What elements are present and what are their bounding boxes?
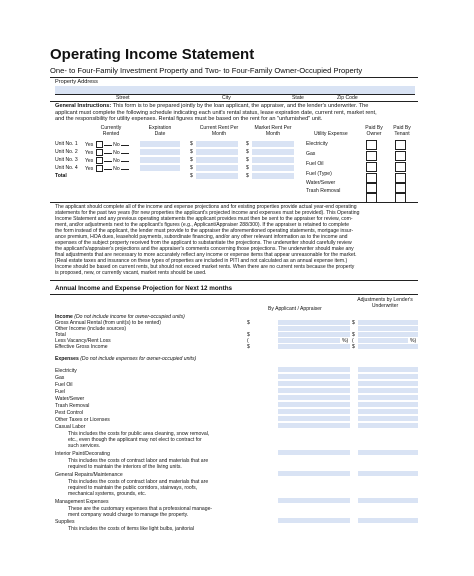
expense-label: Fuel	[55, 389, 65, 395]
paid-by-owner-checkbox[interactable]	[366, 183, 377, 193]
col-lender-adjustments: Adjustments by Lender's Underwriter	[357, 297, 413, 310]
expiration-date-field[interactable]	[140, 157, 180, 163]
dollar-sign: $	[352, 344, 355, 350]
gas-underwriter-field[interactable]	[358, 374, 418, 379]
col-applicant-appraiser: By Applicant / Appraiser	[268, 306, 322, 312]
market-rent-field[interactable]	[252, 149, 294, 155]
expense-label: Trash Removal	[55, 403, 90, 409]
management-note: ment company would charge to manage the property.	[68, 512, 189, 518]
dollar-sign: $	[246, 157, 249, 163]
dollar-sign: $	[247, 344, 250, 350]
dollar-sign: $	[246, 173, 249, 179]
street-label: Street	[116, 95, 130, 101]
market-rent-field[interactable]	[252, 165, 294, 171]
instructions-heading: General Instructions:	[55, 103, 112, 109]
unit-label: Unit No. 2	[55, 149, 78, 155]
egi-applicant-field[interactable]	[278, 344, 350, 349]
dollar-sign: $	[247, 332, 250, 338]
rented-yes-no[interactable]: Yes No	[85, 141, 129, 148]
divider	[50, 101, 418, 102]
vacancy-underwriter-field[interactable]	[358, 338, 408, 343]
divider	[50, 294, 418, 295]
interior-paint-note: This includes the costs of contract labor and materials that are	[68, 458, 209, 464]
utility-label: Water/Sewer	[306, 180, 336, 186]
income-heading: Income	[55, 314, 73, 320]
supplies-note: This includes the costs of items like light bulbs, janitorial	[68, 526, 194, 532]
trash-removal-applicant-field[interactable]	[278, 402, 350, 407]
casual-labor-note: such services.	[68, 443, 101, 449]
state-label: State	[292, 95, 304, 101]
instructions-line-1	[55, 103, 368, 109]
address-underline	[55, 94, 415, 95]
narrative-line: statements for the past two years (for new properties the applicant's projected income and expenses must be provided). This Operating	[55, 210, 360, 216]
paid-by-tenant-checkbox[interactable]	[395, 183, 406, 193]
management-note: These are the customary expenses that a professional manage-	[68, 506, 213, 512]
interior-paint-applicant-field[interactable]	[278, 450, 350, 455]
col-current-rent: Current Rent Per Month	[199, 125, 239, 138]
supplies-applicant-field[interactable]	[278, 518, 350, 523]
narrative-line: ance premium, HOA dues, leasehold payments, subordinate financing, and/or any other relevant information as to the income and	[55, 234, 348, 240]
dollar-sign: $	[190, 173, 193, 179]
electricity-applicant-field[interactable]	[278, 367, 350, 372]
other-income-label: Other Income (include sources)	[55, 326, 127, 332]
paren-open: (	[247, 338, 249, 344]
income-note: (Do not include income for owner-occupied units)	[74, 314, 185, 320]
col-currently-rented: Currently Rented	[100, 125, 122, 138]
casual-labor-applicant-field[interactable]	[278, 423, 350, 428]
utility-label: Gas	[306, 151, 316, 157]
paid-by-tenant-checkbox[interactable]	[395, 140, 406, 150]
dollar-sign: $	[190, 149, 193, 155]
gross-rental-label: Gross Annual Rental (from unit(s) to be rented)	[55, 320, 161, 326]
narrative-line: Income should be based on current rents, but should not exceed market rents. When there are no current rents because the property	[55, 264, 355, 270]
current-rent-field[interactable]	[196, 149, 238, 155]
market-rent-field[interactable]	[252, 141, 294, 147]
col-expiration-date: Expiration Date	[148, 125, 172, 138]
zip-code-label: Zip Code	[337, 95, 358, 101]
col-paid-by-tenant: Paid By Tenant	[393, 125, 411, 138]
narrative-line: The applicant should complete all of the income and expense projections and for existing properties provide actual year-end operating	[55, 204, 357, 210]
management-expenses-label: Management Expenses	[55, 499, 109, 505]
interior-paint-underwriter-field[interactable]	[358, 450, 418, 455]
property-address-field[interactable]	[55, 86, 415, 94]
narrative-line: the form instead of the applicant, the lender must provide to the appraiser the aforementioned operating statements, mortgage insur-	[55, 228, 354, 234]
income-total-label: Total	[55, 332, 66, 338]
interior-paint-label: Interior Paint/Decorating	[55, 451, 110, 457]
expense-label: Fuel Oil	[55, 382, 73, 388]
unit-label: Unit No. 1	[55, 141, 78, 147]
col-utility-expense: Utility Expense	[314, 131, 348, 137]
instructions-line-3: and the responsibility for utility expenses. Rental figures must be based on the rent for an "unfurnished" unit.	[55, 116, 323, 122]
percent-close: %)	[410, 338, 417, 344]
property-address-label: Property Address	[55, 79, 98, 85]
expense-label: Electricity	[55, 368, 77, 374]
projection-heading: Annual Income and Expense Projection for Next 12 months	[55, 285, 233, 292]
dollar-sign: $	[246, 165, 249, 171]
market-rent-field[interactable]	[252, 157, 294, 163]
utility-label: Fuel (Type)	[306, 171, 332, 177]
narrative-line: (Real estate taxes and insurance on these types of properties are included in PITI and not calculated as an annual expense item.)	[55, 258, 348, 264]
repairs-note: required to maintain the public corridors, stairways, roofs,	[68, 485, 198, 491]
narrative-line: is proposed, new, or currently vacant, market rents should be used.	[55, 270, 207, 276]
pest-control-underwriter-field[interactable]	[358, 409, 418, 414]
fuel-underwriter-field[interactable]	[358, 388, 418, 393]
divider	[50, 77, 418, 78]
current-rent-field[interactable]	[196, 165, 238, 171]
fuel-applicant-field[interactable]	[278, 388, 350, 393]
income-total-applicant-field[interactable]	[278, 332, 350, 337]
form-title: Operating Income Statement	[50, 46, 255, 63]
dollar-sign: $	[246, 149, 249, 155]
fuel-oil-applicant-field[interactable]	[278, 381, 350, 386]
city-label: City	[222, 95, 231, 101]
unit-label: Unit No. 3	[55, 157, 78, 163]
repairs-note: This includes the costs of contract labor and materials that are	[68, 479, 209, 485]
dollar-sign: $	[190, 165, 193, 171]
narrative-line: ment, and/or adjustments next to the applicant's figures (e.g., Applicant/Appraiser 288/300). If the appraiser is retained to complete	[55, 222, 350, 228]
supplies-label: Supplies	[55, 519, 75, 525]
casual-labor-note: etc., even though the applicant may not elect to contract for	[68, 437, 202, 443]
dollar-sign: $	[190, 141, 193, 147]
paid-by-tenant-checkbox[interactable]	[395, 151, 406, 161]
paid-by-owner-checkbox[interactable]	[366, 140, 377, 150]
vacancy-applicant-field[interactable]	[278, 338, 340, 343]
instructions-text: This form is to be prepared jointly by the loan applicant, the appraiser, and the lender's underwriter. The	[112, 103, 369, 109]
other-taxes-applicant-field[interactable]	[278, 416, 350, 421]
total-current-rent-field[interactable]	[196, 173, 238, 179]
expenses-heading-row	[55, 356, 196, 362]
total-label: Total	[55, 173, 67, 179]
col-market-rent: Market Rent Per Month	[254, 125, 292, 138]
current-rent-field[interactable]	[196, 157, 238, 163]
col-paid-by-owner: Paid By Owner	[365, 125, 383, 138]
dollar-sign: $	[352, 332, 355, 338]
casual-labor-underwriter-field[interactable]	[358, 423, 418, 428]
other-income-applicant-field[interactable]	[278, 326, 350, 331]
expenses-heading: Expenses	[55, 356, 79, 362]
rented-yes-no[interactable]: Yes No	[85, 165, 129, 172]
water-sewer-applicant-field[interactable]	[278, 395, 350, 400]
expense-label: Water/Sewer	[55, 396, 85, 402]
gas-applicant-field[interactable]	[278, 374, 350, 379]
expense-label: Pest Control	[55, 410, 84, 416]
narrative-line: the applicant's/appraiser's projections and the appraiser's comments concerning those projections. The underwriter should make any	[55, 246, 354, 252]
divider	[50, 280, 418, 281]
current-rent-field[interactable]	[196, 141, 238, 147]
dollar-sign: $	[247, 320, 250, 326]
gross-rental-applicant-field[interactable]	[278, 320, 350, 325]
casual-labor-note: This includes the costs for public area cleaning, snow removal,	[68, 431, 210, 437]
general-repairs-underwriter-field[interactable]	[358, 471, 418, 476]
other-taxes-underwriter-field[interactable]	[358, 416, 418, 421]
utility-label: Trash Removal	[306, 188, 341, 194]
narrative-line: final adjustments that are necessary to more accurately reflect any income or expense items that appear unreasonable for the market.	[55, 252, 357, 258]
gross-rental-underwriter-field[interactable]	[358, 320, 418, 325]
electricity-underwriter-field[interactable]	[358, 367, 418, 372]
rented-yes-no[interactable]: Yes No	[85, 157, 129, 164]
other-income-underwriter-field[interactable]	[358, 326, 418, 331]
pest-control-applicant-field[interactable]	[278, 409, 350, 414]
expiration-date-field[interactable]	[140, 141, 180, 147]
paid-by-tenant-checkbox[interactable]	[395, 162, 406, 172]
dollar-sign: $	[246, 141, 249, 147]
paid-by-owner-checkbox[interactable]	[366, 151, 377, 161]
supplies-underwriter-field[interactable]	[358, 518, 418, 523]
utility-label: Fuel Oil	[306, 161, 324, 167]
dollar-sign: $	[352, 320, 355, 326]
paid-by-tenant-checkbox[interactable]	[395, 173, 406, 183]
expiration-date-field[interactable]	[140, 165, 180, 171]
dollar-sign: $	[190, 157, 193, 163]
expiration-date-field[interactable]	[140, 149, 180, 155]
effective-gross-income-label: Effective Gross Income	[55, 344, 108, 350]
paid-by-owner-checkbox[interactable]	[366, 162, 377, 172]
paid-by-owner-checkbox[interactable]	[366, 173, 377, 183]
interior-paint-note: required to maintain the interiors of the living units.	[68, 464, 182, 470]
instructions-line-2: applicant must complete the following schedule indicating each unit's rental status, lease expiration date, current rent, market rent,	[55, 109, 377, 116]
general-repairs-applicant-field[interactable]	[278, 471, 350, 476]
total-market-rent-field[interactable]	[252, 173, 294, 179]
income-total-underwriter-field[interactable]	[358, 332, 418, 337]
paren-open: (	[352, 338, 354, 344]
rented-yes-no[interactable]: Yes No	[85, 149, 129, 156]
unit-label: Unit No. 4	[55, 165, 78, 171]
expense-label: Gas	[55, 375, 65, 381]
narrative-line: expenses of the subject property received from the applicant to substantiate the projections. The underwriter should carefully review	[55, 240, 352, 246]
water-sewer-underwriter-field[interactable]	[358, 395, 418, 400]
narrative-line: Income Statement and any previous operating statements the applicant provides must then be sent to the appraiser for review, com-	[55, 216, 353, 222]
management-underwriter-field[interactable]	[358, 498, 418, 503]
repairs-note: mechanical systems, grounds, etc.	[68, 491, 147, 497]
form-subtitle: One- to Four-Family Investment Property and Two- to Four-Family Owner-Occupied Property	[50, 66, 363, 75]
expense-label: Casual Labor	[55, 424, 86, 430]
vacancy-label: Less Vacancy/Rent Loss	[55, 338, 111, 344]
expense-label: Other Taxes or Licenses	[55, 417, 110, 423]
trash-removal-underwriter-field[interactable]	[358, 402, 418, 407]
fuel-oil-underwriter-field[interactable]	[358, 381, 418, 386]
expenses-note: (Do not include expenses for owner-occupied units)	[80, 356, 197, 362]
general-repairs-label: General Repairs/Maintenance	[55, 472, 123, 478]
egi-underwriter-field[interactable]	[358, 344, 418, 349]
percent-close: %)	[342, 338, 349, 344]
utility-label: Electricity	[306, 141, 328, 147]
management-applicant-field[interactable]	[278, 498, 350, 503]
divider	[50, 202, 418, 203]
